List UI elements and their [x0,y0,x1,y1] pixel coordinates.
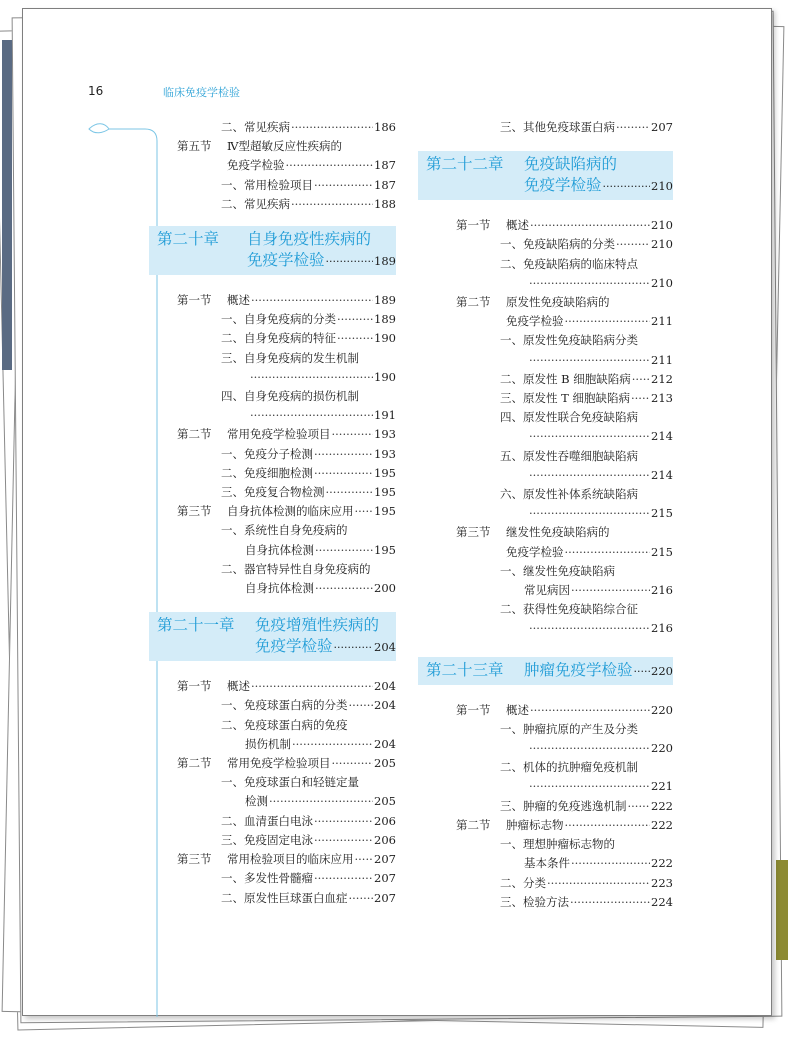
toc-left-column [157,118,396,908]
toc-entry[interactable]: 一、免疫缺陷病的分类 ····· 210 [418,235,673,254]
toc-entry[interactable]: 免疫学检验 ····· 215 [418,543,673,562]
toc-section[interactable]: 第一节 概述 ····· 210 [418,216,673,235]
toc-entry-page[interactable]: ····· 215 [418,504,673,523]
toc-entry[interactable]: 二、免疫细胞检测 ····· 195 [165,464,396,483]
toc-entry[interactable]: 三、其他免疫球蛋白病 ····· 207 [418,118,673,137]
toc-section[interactable]: 第三节 常用检验项目的临床应用 ····· 207 [165,850,396,869]
toc-entry[interactable]: 一、原发性免疫缺陷病分类 [500,333,638,348]
chapter-heading[interactable]: 第二十二章 免疫缺陷病的 免疫学检验 ····· 210 [418,151,673,200]
toc-entry[interactable]: 自身抗体检测 ····· 200 [165,579,396,598]
toc-entry-page[interactable]: ····· 211 [418,351,673,370]
toc-right-column [418,118,673,912]
toc-entry[interactable]: 二、自身免疫病的特征 ····· 190 [165,329,396,348]
toc-entry[interactable]: 三、免疫复合物检测 ····· 195 [165,483,396,502]
toc-entry[interactable]: 一、多发性骨髓瘤 ····· 207 [165,869,396,888]
toc-entry[interactable]: 二、原发性 B 细胞缺陷病 ····· 212 [418,370,673,389]
toc-entry[interactable]: 二、器官特异性自身免疫病的 [221,561,371,576]
toc-entry-page[interactable]: ····· 220 [418,739,673,758]
toc-entry[interactable]: 三、自身免疫病的发生机制 [221,350,359,365]
toc-entry[interactable]: 免疫学检验 ····· 211 [418,312,673,331]
toc-entry[interactable]: 损伤机制 ····· 204 [165,735,396,754]
toc-entry-page[interactable]: ····· 221 [418,777,673,796]
toc-entry-page[interactable]: ····· 214 [418,427,673,446]
toc-entry[interactable]: 二、机体的抗肿瘤免疫机制 [500,760,638,775]
toc-entry[interactable]: 六、原发性补体系统缺陷病 [500,487,638,502]
toc-entry[interactable]: 五、原发性吞噬细胞缺陷病 [500,448,638,463]
chapter-heading[interactable]: 第二十章 自身免疫性疾病的 免疫学检验 ····· 189 [149,226,396,275]
toc-entry[interactable]: 二、原发性巨球蛋白血症 ····· 207 [165,889,396,908]
toc-entry-page[interactable]: ····· 191 [165,406,396,425]
toc-section[interactable]: 第一节 概述 ····· 204 [165,677,396,696]
toc-section[interactable]: 第一节 概述 ····· 189 [165,291,396,310]
toc-entry[interactable]: 二、血清蛋白电泳 ····· 206 [165,812,396,831]
toc-entry-page[interactable]: ····· 190 [165,368,396,387]
toc-entry[interactable]: 自身抗体检测 ····· 195 [165,541,396,560]
chapter-heading[interactable]: 第二十三章 肿瘤免疫学检验 ····· 220 [418,657,673,685]
toc-entry[interactable]: 四、原发性联合免疫缺陷病 [500,410,638,425]
cover-edge [776,860,788,960]
toc-section[interactable]: 第二节 原发性免疫缺陷病的 [456,295,610,310]
chapter-heading[interactable]: 第二十一章 免疫增殖性疾病的 免疫学检验 ····· 204 [149,612,396,661]
toc-entry[interactable]: 一、系统性自身免疫病的 [221,523,348,538]
toc-entry-page[interactable]: ····· 210 [418,274,673,293]
toc-entry-page[interactable]: ····· 214 [418,466,673,485]
toc-entry[interactable]: 免疫学检验 ····· 187 [165,156,396,175]
toc-section[interactable]: 第二节 常用免疫学检验项目 ····· 205 [165,754,396,773]
toc-entry[interactable]: 三、免疫固定电泳 ····· 206 [165,831,396,850]
toc-entry[interactable]: 一、继发性免疫缺陷病 [500,563,615,578]
toc-section[interactable]: 第三节 自身抗体检测的临床应用 ····· 195 [165,502,396,521]
toc-entry[interactable]: 三、检验方法 ····· 224 [418,893,673,912]
toc-entry[interactable]: 一、免疫球蛋白和轻链定量 [221,775,359,790]
toc-entry[interactable]: 二、免疫缺陷病的临床特点 [500,256,638,271]
toc-section[interactable]: 第五节 Ⅳ型超敏反应性疾病的 [177,139,342,154]
toc-entry[interactable]: 三、肿瘤的免疫逃逸机制 ····· 222 [418,797,673,816]
book-spine-edge [2,40,12,370]
toc-entry[interactable]: 二、免疫球蛋白病的免疫 [221,717,348,732]
toc-entry[interactable]: 一、常用检验项目 ····· 187 [165,176,396,195]
toc-entry[interactable]: 三、原发性 T 细胞缺陷病 ····· 213 [418,389,673,408]
toc-entry[interactable]: 二、常见疾病 ····· 186 [165,118,396,137]
toc-entry[interactable]: 一、肿瘤抗原的产生及分类 [500,721,638,736]
toc-section[interactable]: 第二节 肿瘤标志物 ····· 222 [418,816,673,835]
toc-entry[interactable]: 二、常见疾病 ····· 188 [165,195,396,214]
toc-entry[interactable]: 二、分类 ····· 223 [418,874,673,893]
toc-entry[interactable]: 一、免疫球蛋白病的分类 ····· 204 [165,696,396,715]
running-head: 临床免疫学检验 [163,86,240,99]
toc-entry[interactable]: 一、自身免疫病的分类 ····· 189 [165,310,396,329]
toc-entry[interactable]: 四、自身免疫病的损伤机制 [221,389,359,404]
toc-entry[interactable]: 一、免疫分子检测 ····· 193 [165,445,396,464]
page-number: 16 [88,84,104,98]
toc-section[interactable]: 第一节 概述 ····· 220 [418,701,673,720]
toc-entry[interactable]: 常见病因 ····· 216 [418,581,673,600]
toc-section[interactable]: 第三节 继发性免疫缺陷病的 [456,525,610,540]
toc-entry[interactable]: 检测 ····· 205 [165,792,396,811]
toc-entry[interactable]: 一、理想肿瘤标志物的 [500,837,615,852]
toc-entry[interactable]: 基本条件 ····· 222 [418,854,673,873]
toc-entry-page[interactable]: ····· 216 [418,619,673,638]
toc-section[interactable]: 第二节 常用免疫学检验项目 ····· 193 [165,425,396,444]
toc-entry[interactable]: 二、获得性免疫缺陷综合征 [500,602,638,617]
